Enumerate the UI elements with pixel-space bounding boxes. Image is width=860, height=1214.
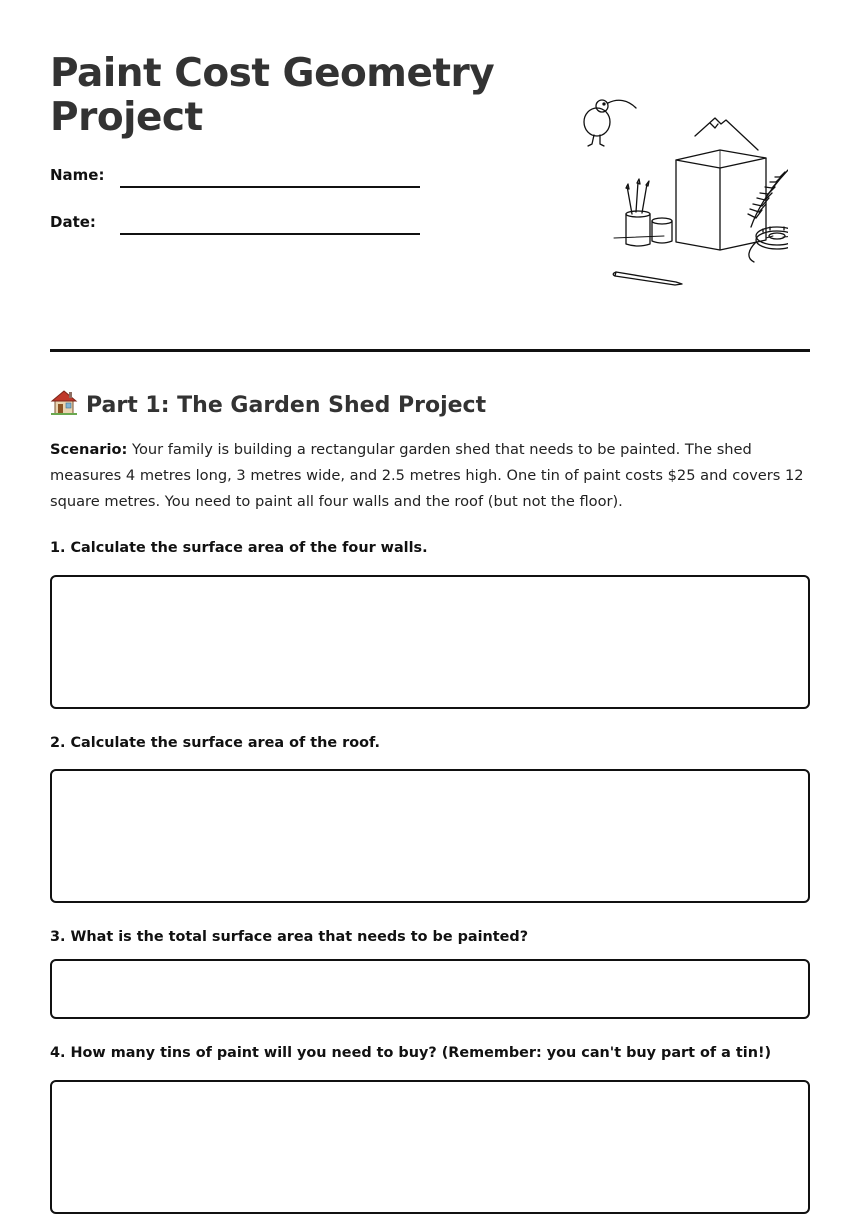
question-3: 3. What is the total surface area that needs to be painted? bbox=[50, 929, 529, 945]
page-title: Paint Cost Geometry Project bbox=[50, 51, 495, 140]
scenario-label: Scenario: bbox=[50, 441, 128, 458]
part1-title-text: Part 1: The Garden Shed Project bbox=[86, 393, 487, 418]
house-icon bbox=[50, 388, 78, 416]
pencil-icon bbox=[613, 272, 682, 285]
kiwi-bird-icon bbox=[584, 100, 636, 146]
paint-tin-icon bbox=[652, 218, 672, 243]
worksheet-header bbox=[50, 0, 810, 352]
part1-title bbox=[50, 388, 486, 421]
question-2: 2. Calculate the surface area of the roof. bbox=[50, 735, 380, 751]
answer-box-4[interactable] bbox=[50, 1080, 810, 1214]
mountain-icon bbox=[695, 118, 758, 150]
answer-box-2[interactable] bbox=[50, 769, 810, 903]
header-illustration bbox=[558, 92, 788, 292]
answer-box-1[interactable] bbox=[50, 575, 810, 709]
date-label: Date: bbox=[50, 213, 96, 231]
name-label: Name: bbox=[50, 166, 105, 184]
pencil-cup-icon bbox=[626, 179, 650, 246]
question-4: 4. How many tins of paint will you need to buy? (Remember: you can't buy part of a tin!) bbox=[50, 1045, 772, 1061]
scenario-text: Your family is building a rectangular garden shed that needs to be painted. The shed measures 4 metres long, 3 metres wide, and 2.5 metres high. One tin of paint costs $25 and covers 12 square metres. You need to paint all four walls and the roof (but not the floor). bbox=[50, 441, 804, 510]
name-field[interactable] bbox=[50, 166, 420, 192]
scenario-paragraph bbox=[50, 437, 810, 515]
question-1: 1. Calculate the surface area of the four walls. bbox=[50, 540, 428, 556]
header-divider bbox=[50, 349, 810, 352]
date-line[interactable] bbox=[120, 233, 420, 235]
worksheet-page bbox=[50, 0, 810, 1061]
answer-box-3[interactable] bbox=[50, 959, 810, 1019]
tape-measure-icon bbox=[749, 227, 788, 262]
date-field[interactable] bbox=[50, 213, 420, 239]
fern-icon bbox=[748, 170, 788, 227]
name-line[interactable] bbox=[120, 186, 420, 188]
cube-icon bbox=[676, 150, 766, 250]
